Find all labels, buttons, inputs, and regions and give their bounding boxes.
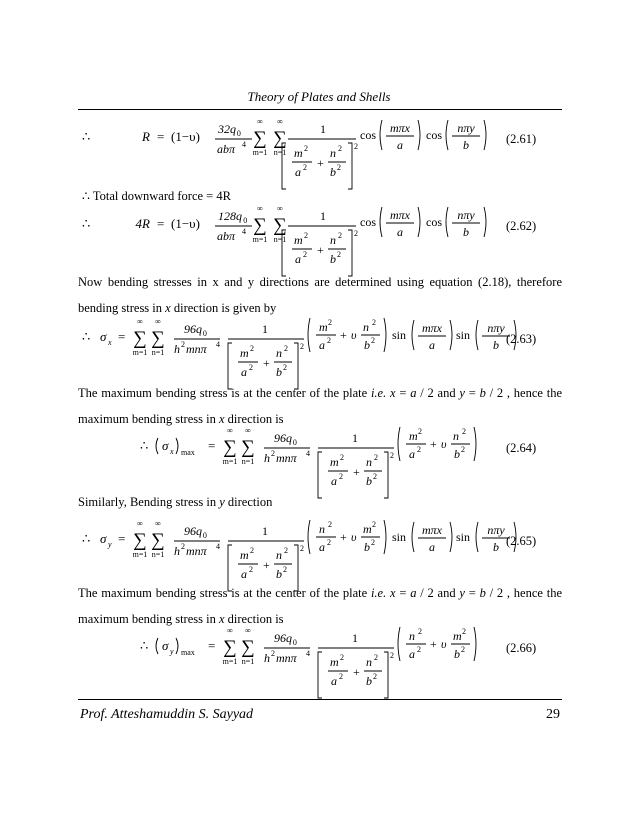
right-paren <box>474 627 476 661</box>
symbol-a: a <box>319 540 325 554</box>
exponent: 2 <box>340 453 344 462</box>
symbol-a: a <box>331 474 337 488</box>
numerator-one: 1 <box>320 209 326 223</box>
trig-denominator: b <box>463 225 469 239</box>
left-paren <box>476 522 478 552</box>
exponent: 2 <box>304 231 308 240</box>
ratio-numerator: n <box>363 320 369 334</box>
therefore-symbol: ∴ <box>140 438 149 453</box>
symbol-n: n <box>276 346 282 360</box>
equation-number: (2.65) <box>506 534 537 548</box>
exponent: 2 <box>271 449 275 458</box>
left-paren <box>446 120 448 150</box>
coefficient-numerator: 96q <box>184 524 202 538</box>
one-minus-nu: (1−υ) <box>171 129 200 144</box>
exponent: 2 <box>283 565 287 574</box>
sum-upper-limit: ∞ <box>227 426 233 435</box>
sum-upper-limit: ∞ <box>257 204 263 213</box>
equals-sign: = <box>118 531 126 546</box>
sum-lower-limit: n=1 <box>273 148 287 157</box>
trig-numerator: nπy <box>457 121 475 135</box>
symbol-n: n <box>276 548 282 562</box>
trig-denominator: a <box>429 338 435 352</box>
symbol-a: a <box>319 338 325 352</box>
footer-author: Prof. Atteshamuddin S. Sayyad <box>80 707 254 722</box>
summation-sign: ∑ <box>273 128 287 149</box>
exponent: 2 <box>249 363 253 372</box>
sum-upper-limit: ∞ <box>137 519 143 528</box>
left-paren <box>380 207 382 237</box>
symbol-b: b <box>330 252 336 266</box>
exponent: 2 <box>390 451 394 460</box>
exponent: 2 <box>284 546 288 555</box>
equation-number: (2.61) <box>506 132 537 146</box>
summation-sign: ∑ <box>133 530 147 551</box>
exponent: 2 <box>417 445 421 454</box>
exponent: 2 <box>354 142 358 151</box>
equation-2-63 <box>0 318 638 388</box>
symbol-h: h <box>264 451 270 465</box>
coefficient-numerator: 96q <box>274 431 292 445</box>
left-paren <box>308 520 310 554</box>
page-header: Theory of Plates and Shells <box>247 89 391 104</box>
trig-denominator: a <box>429 540 435 554</box>
equation-2-66 <box>0 627 638 697</box>
cos-function: cos <box>360 215 376 229</box>
left-paren <box>398 427 400 461</box>
right-paren <box>418 120 420 150</box>
plus-sign: + <box>317 243 324 257</box>
summation-sign: ∑ <box>133 328 147 349</box>
coefficient-numerator: 96q <box>274 631 292 645</box>
coefficient-numerator: 96q <box>184 322 202 336</box>
paragraph-max-stress-x: The maximum bending stress is at the center of the plate i.e. x = a / 2 and y = b / 2 , hence the maximum bending stress in x direction is <box>78 386 562 426</box>
summation-sign: ∑ <box>241 637 255 658</box>
page-number: 29 <box>546 707 560 722</box>
subscript: x <box>108 338 112 347</box>
exponent: 2 <box>181 340 185 349</box>
coefficient-denominator: abπ <box>217 142 236 156</box>
coefficient-numerator: 32q <box>218 122 236 136</box>
right-paren <box>450 320 452 350</box>
sigma: σ <box>100 531 107 546</box>
exponent: 2 <box>339 472 343 481</box>
exponent: 2 <box>372 318 376 327</box>
sum-upper-limit: ∞ <box>227 626 233 635</box>
cos-function: cos <box>426 215 442 229</box>
summation-sign: ∑ <box>223 437 237 458</box>
equation-number: (2.63) <box>506 332 537 346</box>
sum-lower-limit: m=1 <box>252 235 268 244</box>
ratio-numerator: n <box>453 429 459 443</box>
sigma: σ <box>162 438 169 453</box>
right-paren <box>484 207 486 237</box>
numerator-one: 1 <box>352 631 358 645</box>
exponent: 2 <box>461 645 465 654</box>
trig-denominator: a <box>397 225 403 239</box>
exponent: 2 <box>249 565 253 574</box>
equals-sign: = <box>157 216 165 231</box>
symbol-n: n <box>330 146 336 160</box>
therefore-symbol: ∴ <box>82 329 91 344</box>
symbol-n: n <box>330 233 336 247</box>
exponent: 4 <box>242 140 246 149</box>
paragraph-stress-y: Similarly, Bending stress in y direction <box>78 495 273 509</box>
left-paren <box>398 627 400 661</box>
sin-function: sin <box>392 530 407 544</box>
sin-function: sin <box>392 328 407 342</box>
exponent: 2 <box>373 472 377 481</box>
cos-function: cos <box>360 128 376 142</box>
exponent: 2 <box>303 250 307 259</box>
equation-lhs: 4R <box>135 216 150 231</box>
right-paren <box>384 318 386 352</box>
equals-sign: = <box>157 129 165 144</box>
exponent: 2 <box>300 342 304 351</box>
subscript: x <box>170 447 174 456</box>
ratio-numerator: n <box>319 522 325 536</box>
exponent: 2 <box>284 344 288 353</box>
paragraph-bending-stress: Now bending stresses in x and y directions are determined using equation (2.18), therefore bending stress in x direction is given by <box>78 275 562 315</box>
numerator-one: 1 <box>262 524 268 538</box>
sum-lower-limit: m=1 <box>222 657 238 666</box>
summation-sign: ∑ <box>273 215 287 236</box>
symbol-m: m <box>240 548 249 562</box>
plus-sign: + <box>353 665 360 679</box>
numerator-one: 1 <box>262 322 268 336</box>
equation-lhs: R <box>142 129 150 144</box>
poisson-ratio: υ <box>441 437 447 451</box>
exponent: 2 <box>374 653 378 662</box>
symbol-a: a <box>409 647 415 661</box>
trig-numerator: nπy <box>457 208 475 222</box>
exponent: 2 <box>181 542 185 551</box>
sigma: σ <box>100 329 107 344</box>
sum-upper-limit: ∞ <box>257 117 263 126</box>
header-divider <box>78 109 562 110</box>
right-paren <box>474 427 476 461</box>
summation-sign: ∑ <box>253 215 267 236</box>
trig-numerator: nπy <box>487 321 505 335</box>
symbol-b: b <box>364 338 370 352</box>
max-subscript: max <box>181 648 195 657</box>
exponent: 2 <box>372 520 376 529</box>
sum-lower-limit: m=1 <box>222 457 238 466</box>
exponent: 2 <box>462 627 466 636</box>
right-paren <box>176 638 178 654</box>
summation-sign: ∑ <box>253 128 267 149</box>
exponent: 2 <box>461 445 465 454</box>
left-paren <box>156 638 158 654</box>
sum-lower-limit: m=1 <box>252 148 268 157</box>
trig-denominator: b <box>463 138 469 152</box>
symbol-b: b <box>330 165 336 179</box>
equals-sign: = <box>118 329 126 344</box>
max-subscript: max <box>181 448 195 457</box>
equation-2-62 <box>0 205 638 275</box>
exponent: 4 <box>216 340 220 349</box>
trig-numerator: nπy <box>487 523 505 537</box>
coefficient-denominator: mnπ <box>186 544 207 558</box>
symbol-b: b <box>276 365 282 379</box>
subscript: 0 <box>292 638 297 647</box>
exponent: 2 <box>417 645 421 654</box>
summation-sign: ∑ <box>151 328 165 349</box>
plus-sign: + <box>430 637 437 651</box>
exponent: 2 <box>340 653 344 662</box>
equation-2-61 <box>0 118 638 188</box>
exponent: 2 <box>303 163 307 172</box>
exponent: 4 <box>216 542 220 551</box>
therefore-symbol: ∴ <box>140 638 149 653</box>
sum-lower-limit: n=1 <box>241 457 255 466</box>
coefficient-denominator: mnπ <box>276 451 297 465</box>
exponent: 4 <box>242 227 246 236</box>
symbol-b: b <box>454 647 460 661</box>
exponent: 2 <box>371 538 375 547</box>
sum-lower-limit: m=1 <box>132 550 148 559</box>
numerator-one: 1 <box>320 122 326 136</box>
plus-sign: + <box>317 156 324 170</box>
sum-lower-limit: n=1 <box>151 550 165 559</box>
plus-sign: + <box>263 356 270 370</box>
cos-function: cos <box>426 128 442 142</box>
left-paren <box>412 320 414 350</box>
sum-lower-limit: m=1 <box>132 348 148 357</box>
left-paren <box>308 318 310 352</box>
right-paren <box>176 438 178 454</box>
exponent: 2 <box>374 453 378 462</box>
exponent: 2 <box>300 544 304 553</box>
exponent: 2 <box>327 336 331 345</box>
exponent: 2 <box>418 627 422 636</box>
exponent: 2 <box>418 427 422 436</box>
equals-sign: = <box>208 438 216 453</box>
subscript: 0 <box>292 438 297 447</box>
plus-sign: + <box>353 465 360 479</box>
equation-number: (2.64) <box>506 441 537 455</box>
ratio-numerator: m <box>319 320 328 334</box>
subscript: 0 <box>236 129 241 138</box>
left-paren <box>446 207 448 237</box>
exponent: 2 <box>328 318 332 327</box>
plus-sign: + <box>340 530 347 544</box>
ratio-numerator: n <box>409 629 415 643</box>
right-paren <box>484 120 486 150</box>
ratio-numerator: m <box>453 629 462 643</box>
right-paren <box>450 522 452 552</box>
symbol-a: a <box>295 252 301 266</box>
plus-sign: + <box>263 558 270 572</box>
exponent: 2 <box>250 344 254 353</box>
symbol-h: h <box>264 651 270 665</box>
exponent: 2 <box>390 651 394 660</box>
symbol-m: m <box>330 455 339 469</box>
poisson-ratio: υ <box>351 328 357 342</box>
therefore-symbol: ∴ <box>82 531 91 546</box>
plus-sign: + <box>340 328 347 342</box>
exponent: 2 <box>328 520 332 529</box>
sin-function: sin <box>456 530 471 544</box>
symbol-m: m <box>294 233 303 247</box>
trig-numerator: mπx <box>421 523 443 537</box>
symbol-m: m <box>240 346 249 360</box>
trig-numerator: mπx <box>421 321 443 335</box>
symbol-b: b <box>364 540 370 554</box>
sum-lower-limit: n=1 <box>273 235 287 244</box>
left-paren <box>156 438 158 454</box>
exponent: 2 <box>338 231 342 240</box>
ratio-numerator: m <box>363 522 372 536</box>
sum-upper-limit: ∞ <box>245 626 251 635</box>
symbol-m: m <box>294 146 303 160</box>
sum-upper-limit: ∞ <box>155 317 161 326</box>
exponent: 2 <box>327 538 331 547</box>
trig-denominator: b <box>493 540 499 554</box>
equals-sign: = <box>208 638 216 653</box>
symbol-a: a <box>409 447 415 461</box>
ratio-numerator: m <box>409 429 418 443</box>
exponent: 2 <box>337 250 341 259</box>
symbol-h: h <box>174 544 180 558</box>
right-paren <box>418 207 420 237</box>
left-paren <box>476 320 478 350</box>
poisson-ratio: υ <box>351 530 357 544</box>
trig-denominator: a <box>397 138 403 152</box>
therefore-symbol: ∴ <box>82 216 91 231</box>
exponent: 2 <box>250 546 254 555</box>
symbol-a: a <box>241 365 247 379</box>
sum-lower-limit: n=1 <box>241 657 255 666</box>
exponent: 4 <box>306 449 310 458</box>
exponent: 2 <box>283 363 287 372</box>
coefficient-numerator: 128q <box>218 209 242 223</box>
subscript: 0 <box>202 531 207 540</box>
trig-numerator: mπx <box>389 121 411 135</box>
symbol-m: m <box>330 655 339 669</box>
coefficient-denominator: mnπ <box>186 342 207 356</box>
trig-denominator: b <box>493 338 499 352</box>
summation-sign: ∑ <box>223 637 237 658</box>
equation-2-64 <box>0 427 638 497</box>
exponent: 2 <box>354 229 358 238</box>
summation-sign: ∑ <box>241 437 255 458</box>
coefficient-denominator: abπ <box>217 229 236 243</box>
trig-numerator: mπx <box>389 208 411 222</box>
symbol-n: n <box>366 455 372 469</box>
symbol-n: n <box>366 655 372 669</box>
subscript: y <box>170 647 174 656</box>
equation-number: (2.62) <box>506 219 537 233</box>
summation-sign: ∑ <box>151 530 165 551</box>
sum-upper-limit: ∞ <box>277 117 283 126</box>
right-paren <box>384 520 386 554</box>
exponent: 2 <box>371 336 375 345</box>
sum-lower-limit: n=1 <box>151 348 165 357</box>
sin-function: sin <box>456 328 471 342</box>
symbol-h: h <box>174 342 180 356</box>
symbol-a: a <box>331 674 337 688</box>
left-paren <box>412 522 414 552</box>
sum-upper-limit: ∞ <box>245 426 251 435</box>
exponent: 2 <box>373 672 377 681</box>
symbol-a: a <box>241 567 247 581</box>
exponent: 2 <box>304 144 308 153</box>
exponent: 2 <box>337 163 341 172</box>
equation-number: (2.66) <box>506 641 537 655</box>
symbol-b: b <box>454 447 460 461</box>
subscript: y <box>108 540 112 549</box>
symbol-a: a <box>295 165 301 179</box>
subscript: 0 <box>243 216 248 225</box>
sum-upper-limit: ∞ <box>137 317 143 326</box>
exponent: 2 <box>271 649 275 658</box>
symbol-b: b <box>366 674 372 688</box>
therefore-symbol: ∴ <box>82 129 91 144</box>
left-bracket <box>318 652 322 698</box>
total-force-statement: ∴ Total downward force = 4R <box>82 189 231 203</box>
poisson-ratio: υ <box>441 637 447 651</box>
numerator-one: 1 <box>352 431 358 445</box>
one-minus-nu: (1−υ) <box>171 216 200 231</box>
plus-sign: + <box>430 437 437 451</box>
subscript: 0 <box>202 329 207 338</box>
exponent: 2 <box>339 672 343 681</box>
exponent: 2 <box>338 144 342 153</box>
coefficient-denominator: mnπ <box>276 651 297 665</box>
symbol-b: b <box>276 567 282 581</box>
footer-divider <box>78 699 562 700</box>
sum-upper-limit: ∞ <box>155 519 161 528</box>
exponent: 4 <box>306 649 310 658</box>
right-bracket <box>384 652 388 698</box>
paragraph-max-stress-y: The maximum bending stress is at the center of the plate i.e. x = a / 2 and y = b / 2 , hence the maximum bending stress in x direction is <box>78 586 562 626</box>
sum-upper-limit: ∞ <box>277 204 283 213</box>
exponent: 2 <box>462 427 466 436</box>
sigma: σ <box>162 638 169 653</box>
symbol-b: b <box>366 474 372 488</box>
left-paren <box>380 120 382 150</box>
